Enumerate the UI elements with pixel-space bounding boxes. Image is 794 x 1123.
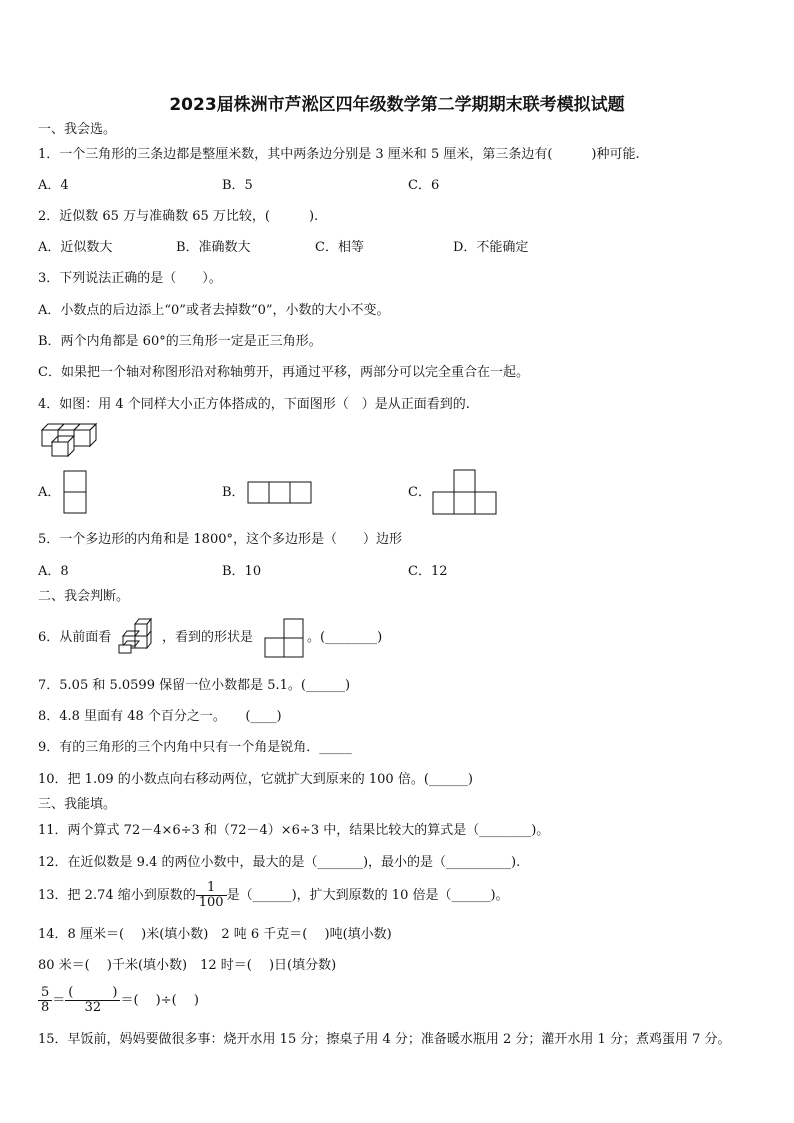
q1-option-c: C．6 [408, 178, 440, 193]
q14-fraction-1-numerator: 5 [38, 986, 52, 1001]
q14-fraction-2-numerator: ( ) [65, 986, 120, 1001]
q13-suffix: 是（______)，扩大到原数的 10 倍是（______)。 [226, 888, 509, 903]
question-7: 7．5.05 和 5.0599 保留一位小数都是 5.1。(______) [38, 678, 351, 693]
question-2: 2．近似数 65 万与准确数 65 万比较，( ). [38, 209, 319, 224]
q13-prefix: 13．把 2.74 缩小到原数的 [38, 888, 196, 903]
section-heading-choose: 一、我会选。 [38, 122, 117, 137]
section-heading-judge: 二、我会判断。 [38, 589, 130, 604]
q4-option-c: C． [408, 485, 431, 500]
q5-option-a: A．8 [38, 564, 69, 579]
q1-option-a: A．4 [38, 178, 69, 193]
page-title: 2023届株洲市芦淞区四年级数学第二学期期末联考模拟试题 [169, 95, 625, 115]
question-9: 9．有的三角形的三个内角中只有一个角是锐角．_____ [38, 740, 352, 755]
question-5: 5．一个多边形的内角和是 1800°，这个多边形是（ ）边形 [38, 532, 402, 547]
question-4: 4．如图：用 4 个同样大小正方体搭成的，下面图形（ ）是从正面看到的. [38, 397, 470, 412]
q3-option-c: C．如果把一个轴对称图形沿对称轴剪开，再通过平移，两部分可以完全重合在一起。 [38, 365, 529, 380]
question-6-prefix: 6．从前面看 [38, 630, 112, 645]
q3-option-b: B．两个内角都是 60°的三角形一定是正三角形。 [38, 334, 322, 349]
question-10: 10．把 1.09 的小数点向右移动两位，它就扩大到原来的 100 倍。(______) [38, 772, 473, 787]
question-6-middle: ，看到的形状是 [162, 630, 254, 645]
question-14-line-1: 14．8 厘米＝( )米(填小数) 2 吨 6 千克＝( )吨(填小数) [38, 927, 392, 942]
q14-tail: ＝( )÷( ) [120, 993, 199, 1008]
question-1: 1．一个三角形的三条边都是整厘米数，其中两条边分别是 3 厘米和 5 厘米，第三条边有( )种可能. [38, 147, 640, 162]
q4-option-a: A． [38, 485, 61, 500]
q14-fraction-2 [65, 986, 120, 1015]
q6-answer-figure [264, 618, 306, 659]
question-3: 3．下列说法正确的是（ ）。 [38, 271, 222, 286]
q13-fraction-numerator: 1 [196, 881, 227, 896]
q2-option-c: C．相等 [315, 240, 364, 255]
question-13 [38, 881, 509, 910]
q2-option-b: B．准确数大 [176, 240, 251, 255]
q14-fraction-2-denominator: 32 [84, 1000, 102, 1015]
cube-stack-figure [38, 422, 100, 458]
q4-option-c-figure [432, 469, 500, 516]
question-15: 15．早饭前，妈妈要做很多事：烧开水用 15 分；擦桌子用 4 分；准备暖水瓶用 2 分；灌开水用 1 分；煮鸡蛋用 7 分。 [38, 1032, 731, 1047]
q2-option-d: D．不能确定 [453, 240, 529, 255]
q3-option-a: A．小数点的后边添上“0”或者去掉数“0”，小数的大小不变。 [38, 303, 390, 318]
q13-fraction-denominator: 100 [198, 895, 224, 910]
q4-option-b-figure [247, 481, 313, 505]
question-14-line-2: 80 米＝( )千米(填小数) 12 时＝( )日(填分数) [38, 958, 337, 973]
question-14-line-3 [38, 986, 199, 1015]
q14-fraction-1-denominator: 8 [41, 1000, 50, 1015]
q14-fraction-1 [38, 986, 52, 1015]
question-11: 11．两个算式 72－4×6÷3 和（72－4）×6÷3 中，结果比较大的算式是（________)。 [38, 823, 550, 838]
q13-fraction [196, 881, 227, 910]
q5-option-c: C．12 [408, 564, 448, 579]
q4-option-a-figure [63, 470, 89, 515]
question-8: 8．4.8 里面有 48 个百分之一。 (____) [38, 709, 282, 724]
q1-option-b: B．5 [222, 178, 253, 193]
section-heading-fill: 三、我能填。 [38, 797, 117, 812]
q5-option-b: B．10 [222, 564, 262, 579]
question-12: 12．在近似数是 9.4 的两位小数中，最大的是（_______)，最小的是（__________). [38, 855, 521, 870]
q6-cube-figure [117, 617, 157, 655]
q2-option-a: A．近似数大 [38, 240, 113, 255]
q14-equals: ＝ [52, 993, 66, 1008]
question-6-suffix: 。(________) [307, 630, 383, 645]
q4-option-b: B． [222, 485, 245, 500]
